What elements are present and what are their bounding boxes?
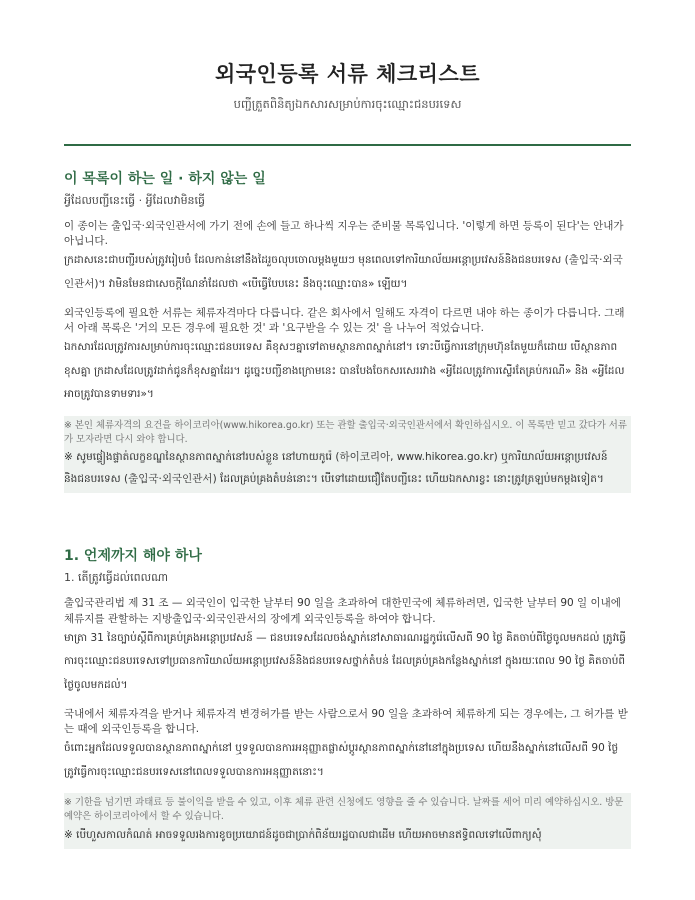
- note-box: [64, 416, 631, 493]
- header-divider: [64, 144, 631, 146]
- note-korean: ※ 기한을 넘기면 과태료 등 불이익을 받을 수 있고, 이후 체류 관련 신청에도 영향을 줄 수 있습니다. 날짜를 세어 미리 예약하십시오. 방문 예약은 하이코리아에서 할 수 있습니다.: [64, 797, 624, 822]
- section-scope: [64, 168, 631, 493]
- paragraph-korean: 이 종이는 출입국·외국인관서에 가기 전에 손에 들고 하나씩 지우는 준비물 목록입니다. '이렇게 하면 등록이 된다'는 안내가 아닙니다.: [64, 220, 624, 248]
- paragraph: [64, 219, 631, 297]
- section-heading-km: អ្វីដែលបញ្ជីនេះធ្វើ · អ្វីដែលវាមិនធ្វើ: [64, 194, 206, 207]
- section-heading: 1. 언제까지 해야 하나: [64, 548, 202, 565]
- page-title: 외국인등록 서류 체크리스트: [214, 62, 481, 86]
- paragraph-korean: 국내에서 체류자격을 받거나 체류자격 변경허가를 받는 사람으로서 90 일을 초과하여 체류하게 되는 경우에는, 그 허가를 받는 때에 외국인등록을 합니다.: [64, 707, 628, 735]
- paragraph-khmer: មាត្រា 31 នៃច្បាប់ស្តីពីការគ្រប់គ្រងអន្តោប្រវេសន៍ — ជនបរទេសដែលចង់ស្នាក់នៅសាធារណរដ្ឋកូរ៉េលើសពី 90 ថ្ងៃ គិតចាប់ពីថ្ងៃចូលមកដល់ ត្រូវធ្វើការចុះឈ្មោះជនបរទេសទៅប្រធានការិយាល័យអន្តោប្រវេសន៍និងជនបរទេសថ្នាក់តំបន់ ដែលគ្រប់គ្រងកន្លែងស្នាក់នៅ ក្នុងរយៈពេល 90 ថ្ងៃ គិតចាប់ពីថ្ងៃចូលមកដល់។: [64, 631, 626, 692]
- paragraph: [64, 707, 631, 785]
- document-header: [64, 0, 631, 114]
- paragraph: [64, 596, 631, 697]
- paragraph: [64, 306, 631, 407]
- section-deadline: [64, 545, 631, 848]
- note-khmer: ※ បើហួសកាលកំណត់ អាចទទួលរងការខូចប្រយោជន៍ដូចជាប្រាក់ពិន័យរដ្ឋបាលជាដើម ហើយអាចមានឥទ្ធិពលទៅលើពាក្យសុំ: [64, 828, 542, 841]
- note-korean: ※ 본인 체류자격의 요건을 하이코리아(www.hikorea.go.kr) 또는 관할 출입국·외국인관서에서 확인하십시오. 이 목록만 믿고 갔다가 서류가 모자라면 다시 와야 합니다.: [64, 420, 627, 445]
- paragraph-korean: 외국인등록에 필요한 서류는 체류자격마다 다릅니다. 같은 회사에서 일해도 자격이 다르면 내야 하는 종이가 다릅니다. 그래서 아래 목록은 '거의 모든 경우에 필요한 것' 과 '요구받을 수 있는 것' 을 나누어 적었습니다.: [64, 306, 625, 334]
- paragraph-khmer: ឯកសារដែលត្រូវការសម្រាប់ការចុះឈ្មោះជនបរទេស គឺខុសៗគ្នាទៅតាមស្ថានភាពស្នាក់នៅ។ ទោះបីធ្វើការនៅក្រុមហ៊ុនតែមួយក៏ដោយ បើស្ថានភាពខុសគ្នា ក្រដាសដែលត្រូវដាក់ជូនក៏ខុសគ្នាដែរ។ ដូច្នេះបញ្ជីខាងក្រោមនេះ បានបែងចែកសរសេររវាង «អ្វីដែលត្រូវការស្ទើរតែគ្រប់ករណី» និង «អ្វីដែលអាចត្រូវបានទាមទារ»។: [64, 341, 625, 401]
- paragraph-korean: 출입국관리법 제 31 조 — 외국인이 입국한 날부터 90 일을 초과하여 대한민국에 체류하려면, 입국한 날부터 90 일 이내에 체류지를 관할하는 지방출입국·외국인관서의 장에게 외국인등록을 하여야 합니다.: [64, 597, 621, 625]
- section-heading-km: 1. តើត្រូវធ្វើដល់ពេលណា: [64, 571, 169, 585]
- note-khmer: ※ សូមផ្ទៀងផ្ទាត់លក្ខខណ្ឌនៃស្ថានភាពស្នាក់នៅរបស់ខ្លួន នៅហាយកូរ៉េ (하이코리아, www.hikorea.go.kr) ឬការិយាល័យអន្តោប្រវេសន៍និងជនបរទេស (출입국·외국인관서) ដែលគ្រប់គ្រងតំបន់នោះ។ បើទៅដោយជឿតែបញ្ជីនេះ ហើយឯកសារខ្វះ នោះត្រូវត្រឡប់មកម្តងទៀត។: [64, 451, 608, 486]
- page-subtitle: បញ្ជីត្រួតពិនិត្យឯកសារសម្រាប់ការចុះឈ្មោះជនបរទេស: [233, 97, 462, 111]
- paragraph-khmer: ចំពោះអ្នកដែលទទួលបានស្ថានភាពស្នាក់នៅ ឬទទួលបានការអនុញ្ញាតផ្លាស់ប្តូរស្ថានភាពស្នាក់នៅនៅក្នុងប្រទេស ហើយនឹងស្នាក់នៅលើសពី 90 ថ្ងៃ ត្រូវធ្វើការចុះឈ្មោះជនបរទេសនៅពេលទទួលបានការអនុញ្ញាតនោះ។: [64, 742, 619, 778]
- section-heading: 이 목록이 하는 일 · 하지 않는 일: [64, 171, 266, 187]
- paragraph-khmer: ក្រដាសនេះជាបញ្ជីរបស់ត្រូវរៀបចំ ដែលកាន់នៅនឹងដៃរួចលុបចោលម្តងមួយៗ មុនពេលទៅការិយាល័យអន្តោប្រវេសន៍និងជនបរទេស (출입국·외국인관서)។ វាមិនមែនជាសេចក្តីណែនាំដែលថា «បើធ្វើបែបនេះ នឹងចុះឈ្មោះបាន» ឡើយ។: [64, 254, 623, 291]
- note-box: [64, 793, 631, 848]
